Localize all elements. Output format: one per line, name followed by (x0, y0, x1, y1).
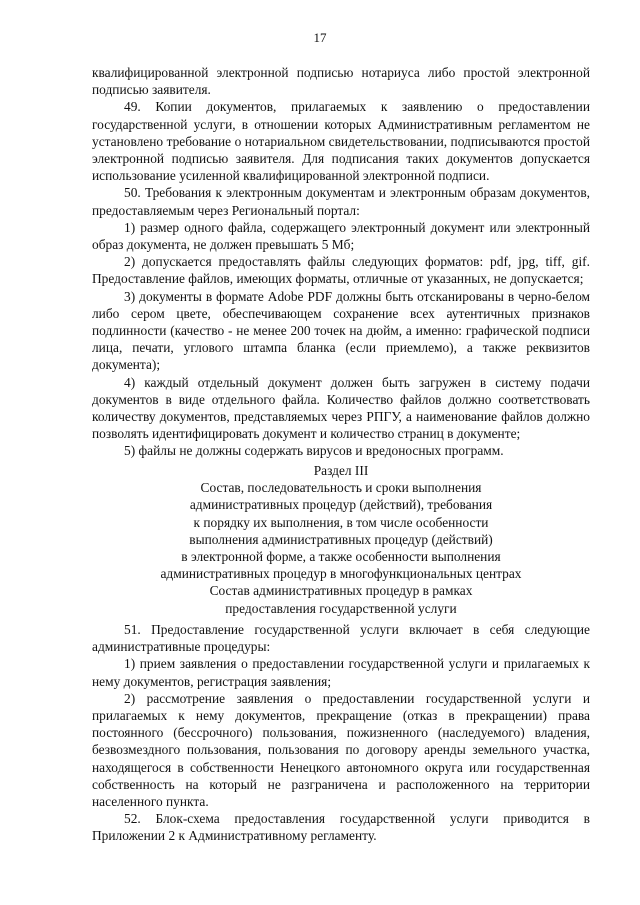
section-subtitle-line: административных процедур (действий), требования (189, 497, 493, 513)
bottom-text-block (92, 621, 590, 845)
section-subtitle-line: к порядку их выполнения, в том числе особенности (193, 514, 489, 530)
list-item-51-1: 1) прием заявления о предоставлении государственной услуги и прилагаемых к нему документов, регистрация заявления; (92, 656, 590, 689)
section-heading (92, 462, 590, 617)
page-number: 17 (313, 30, 327, 45)
section-subtitle-line: предоставления государственной услуги (225, 600, 457, 616)
list-item-50-4: 4) каждый отдельный документ должен быть загружен в систему подачи документов в виде отдельного файла. Количество файлов должно соответствовать количеству документов, представляемых через РПГУ, а наименование файлов должно позволять идентифицировать документ и количество страниц в документе; (92, 374, 590, 442)
list-item-50-1: 1) размер одного файла, содержащего электронный документ или электронный образ документа, не должен превышать 5 Мб; (92, 219, 590, 253)
paragraph-continuation: квалифицированной электронной подписью нотариуса либо простой электронной подписью заявителя. (92, 65, 590, 98)
list-item-51-2: 2) рассмотрение заявления о предоставлении государственной услуги и прилагаемых к нему документов, прекращение (отказ в прекращении) права постоянного (бессрочного) пользования, пожизненного (наследуемого) владения, безвозмездного пользования, пользования по договору аренды земельного участка, находящегося в собственности Ненецкого автономного округа или государственная собственность на который не разграничена и расположенного на территории населенного пункта. (92, 690, 590, 810)
section-subtitle-line: Состав административных процедур в рамках (209, 583, 473, 599)
section-subtitle-line: выполнения административных процедур (действий) (189, 531, 493, 547)
section-subtitle-line: административных процедур в многофункциональных центрах (160, 566, 522, 582)
top-text-block (92, 64, 590, 460)
list-item-50-3: 3) документы в формате Adobe PDF должны быть отсканированы в черно-белом либо сером цвете, обеспечивающем сохранение всех аутентичных признаков подлинности (качество - не менее 200 точек на дюйм, а именно: графической подписи лица, печати, углового штампа бланка (если приемлемо), а также реквизитов документа); (92, 288, 590, 373)
paragraph-50: 50. Требования к электронным документам и электронным образам документов, предоставляемым через Региональный портал: (92, 185, 590, 218)
paragraph-52: 52. Блок-схема предоставления государственной услуги приводится в Приложении 2 к Административному регламенту. (92, 811, 590, 844)
section-subtitle-line: Состав, последовательность и сроки выполнения (200, 480, 482, 496)
paragraph-51: 51. Предоставление государственной услуги включает в себя следующие административные процедуры: (92, 622, 590, 655)
section-subtitle-line: в электронной форме, а также особенности выполнения (181, 549, 501, 565)
paragraph-49: 49. Копии документов, прилагаемых к заявлению о предоставлении государственной услуги, в отношении которых Административным регламентом не установлено требование о нотариальном свидетельствовании, подписываются простой электронной подписью заявителя. Для подписания таких документов допускается использование усиленной квалифицированной электронной подписи. (92, 99, 590, 184)
section-title: Раздел III (313, 463, 369, 478)
list-item-50-2: 2) допускается предоставлять файлы следующих форматов: pdf, jpg, tiff, gif. Предоставление файлов, имеющих форматы, отличные от указанных, не допускается; (92, 254, 590, 287)
list-item-50-5: 5) файлы не должны содержать вирусов и вредоносных программ. (124, 443, 504, 459)
